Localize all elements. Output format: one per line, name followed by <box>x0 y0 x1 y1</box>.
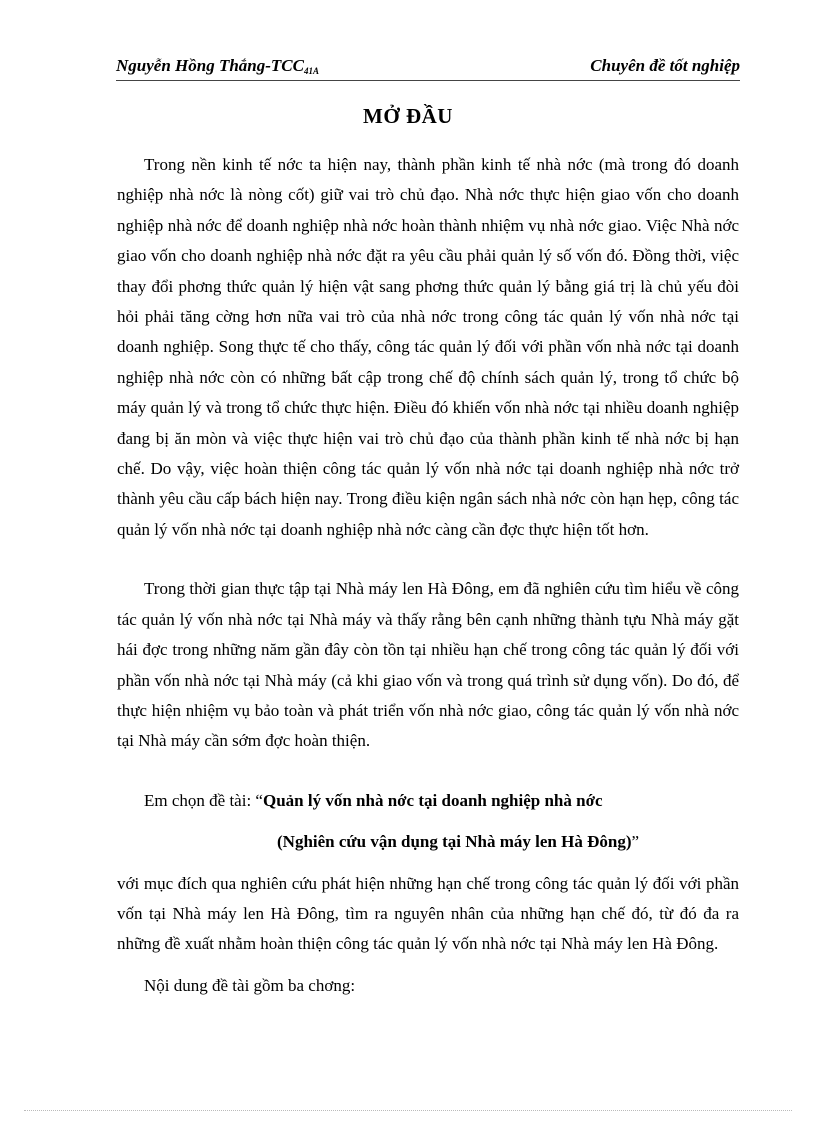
page-bottom-border <box>24 1110 792 1111</box>
paragraph-purpose: với mục đích qua nghiên cứu phát hiện những hạn chế trong công tác quản lý đối với phần vốn tại Nhà máy len Hà Đông, tìm ra nguyên nhân của những hạn chế đó, từ đó đa ra những đề xuất nhằm hoàn thiện công tác quản lý vốn nhà nớc tại Nhà máy len Hà Đông. <box>117 873 739 954</box>
topic-line-1 <box>117 786 739 816</box>
paragraph-intro: Trong nền kinh tế nớc ta hiện nay, thành phần kinh tế nhà nớc (mà trong đó doanh nghiệp nhà nớc là nòng cốt) giữ vai trò chủ đạo. Nhà nớc thực hiện giao vốn cho doanh nghiệp nhà nớc để doanh nghiệp nhà nớc hoàn thành nhiệm vụ nhà nớc giao. Việc Nhà nớc giao vốn cho doanh nghiệp nhà nớc đặt ra yêu cầu phải quản lý số vốn đó. Đồng thời, việc thay đổi phơng thức quản lý hiện vật sang phơng thức quản lý bằng giá trị là chủ yếu đòi hỏi phải tăng cờng hơn nữa vai trò của nhà nớc trong công tác quản lý vốn nhà nớc tại doanh nghiệp. Song thực tế cho thấy, công tác quản lý đối với phần vốn nhà nớc tại doanh nghiệp nhà nớc còn có những bất cập trong chế độ chính sách quản lý, trong tổ chức bộ máy quản lý và trong tổ chức thực hiện. Điều đó khiến vốn nhà nớc tại nhiều doanh nghiệp đang bị ăn mòn và việc thực hiện vai trò chủ đạo của thành phần kinh tế nhà nớc bị hạn chế. Do vậy, việc hoàn thiện công tác quản lý vốn nhà nớc tại doanh nghiệp nhà nớc trở thành yêu cầu cấp bách hiện nay. Trong điều kiện ngân sách nhà nớc còn hạn hẹp, công tác quản lý vốn nhà nớc tại doanh nghiệp nhà nớc càng cần đợc thực hiện tốt hơn. <box>117 155 739 539</box>
page-header <box>116 52 740 82</box>
topic-close-quote: ” <box>631 832 640 852</box>
header-divider <box>116 80 740 81</box>
topic-subtitle: (Nghiên cứu vận dụng tại Nhà máy len Hà Đông) <box>277 832 632 852</box>
page-title: MỞ ĐẦU <box>363 104 453 128</box>
paragraph-internship: Trong thời gian thực tập tại Nhà máy len Hà Đông, em đã nghiên cứu tìm hiểu về công tác quản lý vốn nhà nớc tại Nhà máy và thấy rằng bên cạnh những thành tựu Nhà máy gặt hái đợc trong những năm gần đây còn tồn tại nhiều hạn chế trong công tác quản lý đối với phần vốn nhà nớc tại Nhà máy (cả khi giao vốn và trong quá trình sử dụng vốn). Do đó, để thực hiện nhiệm vụ bảo toàn và phát triển vốn nhà nớc giao, công tác quản lý vốn nhà nớc tại Nhà máy cần sớm đợc hoàn thiện. <box>117 579 739 751</box>
paragraph-content-intro: Nội dung đề tài gồm ba chơng: <box>144 975 356 995</box>
topic-intro: Em chọn đề tài: “ <box>144 790 263 810</box>
document-body <box>117 150 739 1001</box>
header-author: Nguyễn Hồng Thắng-$TCC_{41A}$ <box>116 56 319 76</box>
topic-line-2 <box>117 827 739 857</box>
topic-title: Quản lý vốn nhà nớc tại doanh nghiệp nhà nớc <box>262 790 603 810</box>
header-doc-type: Chuyên đề tốt nghiệp <box>590 56 740 75</box>
header-author-class: 41A <box>303 66 319 76</box>
